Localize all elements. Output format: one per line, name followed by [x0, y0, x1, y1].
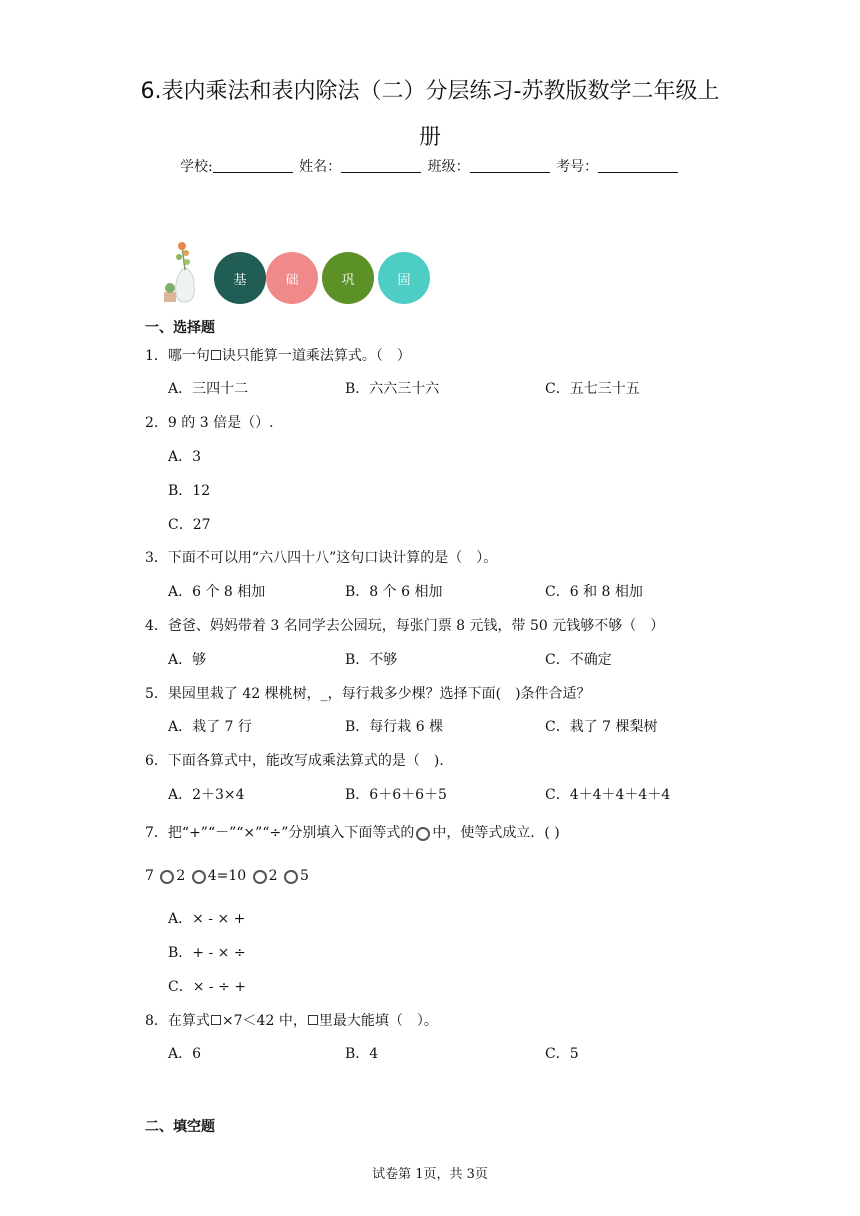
- question-1: [145, 345, 411, 365]
- plant-vase-icon: [160, 240, 202, 306]
- title-line-1: 6.表内乘法和表内除法（二）分层练习-苏教版数学二年级上: [140, 79, 720, 104]
- circle-blank-icon[interactable]: [284, 870, 298, 884]
- badge-chu: 础: [266, 252, 318, 304]
- question-7: [145, 822, 560, 842]
- q8-text-post: 里最大能填（ ）。: [318, 1013, 438, 1029]
- section-fill-heading: 二、填空题: [145, 1119, 215, 1135]
- q5-option-c[interactable]: C．栽了 7 棵梨树: [545, 719, 658, 735]
- badge-ji: 基: [214, 252, 266, 304]
- name-blank: [341, 158, 421, 173]
- q1-text-post: 诀只能算一道乘法算式。（ ）: [221, 348, 411, 364]
- blank-box-icon: [308, 1015, 318, 1025]
- q8-option-b[interactable]: B．4: [345, 1046, 379, 1062]
- q8-option-c[interactable]: C．5: [545, 1046, 579, 1062]
- q7-option-a[interactable]: A．× - × +: [168, 911, 246, 927]
- blank-box-icon: [211, 350, 221, 360]
- exam-no-blank: [598, 158, 678, 173]
- q2-option-c[interactable]: C．27: [168, 517, 211, 533]
- q1-option-b[interactable]: B．六六三十六: [345, 381, 440, 397]
- q1-option-a[interactable]: A．三四十二: [168, 381, 249, 397]
- q2-option-a[interactable]: A．3: [168, 449, 202, 465]
- q7-text-pre: 7．把“+”“－”“×”“÷”分别填入下面等式的: [145, 825, 415, 841]
- eq-num: 4=10: [207, 868, 247, 884]
- q2-option-b[interactable]: B．12: [168, 483, 211, 499]
- q7-option-c[interactable]: C．× - ÷ +: [168, 979, 246, 995]
- q6-option-a[interactable]: A．2＋3×4: [168, 787, 245, 803]
- q4-option-a[interactable]: A．够: [168, 652, 207, 668]
- q1-text-pre: 1．哪一句: [145, 348, 210, 364]
- section-choice-heading: 一、选择题: [145, 320, 215, 336]
- q1-option-c[interactable]: C．五七三十五: [545, 381, 640, 397]
- badge-gu: 固: [378, 252, 430, 304]
- q5-option-b[interactable]: B．每行栽 6 棵: [345, 719, 444, 735]
- q3-option-c[interactable]: C．6 和 8 相加: [545, 584, 643, 600]
- badge-gong: 巩: [322, 252, 374, 304]
- circle-blank-icon: [416, 827, 430, 841]
- class-blank: [470, 158, 550, 173]
- exam-no-label: 考号：: [556, 159, 599, 175]
- blank-box-icon: [211, 1015, 221, 1025]
- q8-option-a[interactable]: A．6: [168, 1046, 202, 1062]
- q8-text-mid: ×7＜42 中，: [221, 1013, 307, 1029]
- question-3: 3．下面不可以用“六八四十八”这句口诀计算的是（ ）。: [145, 550, 498, 566]
- question-5: 5．果园里栽了 42 棵桃树，_，每行栽多少棵？选择下面( )条件合适？: [145, 686, 591, 702]
- q3-option-b[interactable]: B．8 个 6 相加: [345, 584, 443, 600]
- q7-equation: [145, 868, 309, 884]
- question-2: 2．9 的 3 倍是（）.: [145, 415, 274, 431]
- school-label: 学校:: [180, 159, 213, 175]
- q6-option-c[interactable]: C．4＋4＋4＋4＋4: [545, 787, 671, 803]
- question-8: [145, 1010, 438, 1030]
- page-footer: 试卷第 1页，共 3页: [372, 1167, 488, 1182]
- q5-option-a[interactable]: A．栽了 7 行: [168, 719, 252, 735]
- question-4: 4．爸爸、妈妈带着 3 名同学去公园玩，每张门票 8 元钱，带 50 元钱够不够（ ）: [145, 618, 665, 634]
- circle-blank-icon[interactable]: [160, 870, 174, 884]
- q6-option-b[interactable]: B．6＋6＋6＋5: [345, 787, 447, 803]
- eq-num: 2: [268, 868, 278, 884]
- school-blank: [213, 158, 293, 173]
- student-info: [180, 156, 680, 176]
- q7-option-b[interactable]: B．+ - × ÷: [168, 945, 246, 961]
- class-label: 班级：: [427, 159, 470, 175]
- title-line-2: 册: [418, 125, 441, 150]
- question-6: 6．下面各算式中，能改写成乘法算式的是（ ).: [145, 753, 444, 769]
- q3-option-a[interactable]: A．6 个 8 相加: [168, 584, 266, 600]
- q4-option-c[interactable]: C．不确定: [545, 652, 612, 668]
- q8-text-pre: 8．在算式: [145, 1013, 210, 1029]
- eq-num: 7: [145, 868, 154, 884]
- eq-num: 2: [176, 868, 186, 884]
- eq-num: 5: [300, 868, 309, 884]
- q7-text-post: 中，使等式成立．( ): [432, 825, 560, 841]
- name-label: 姓名：: [299, 159, 342, 175]
- circle-blank-icon[interactable]: [192, 870, 206, 884]
- circle-blank-icon[interactable]: [253, 870, 267, 884]
- q4-option-b[interactable]: B．不够: [345, 652, 398, 668]
